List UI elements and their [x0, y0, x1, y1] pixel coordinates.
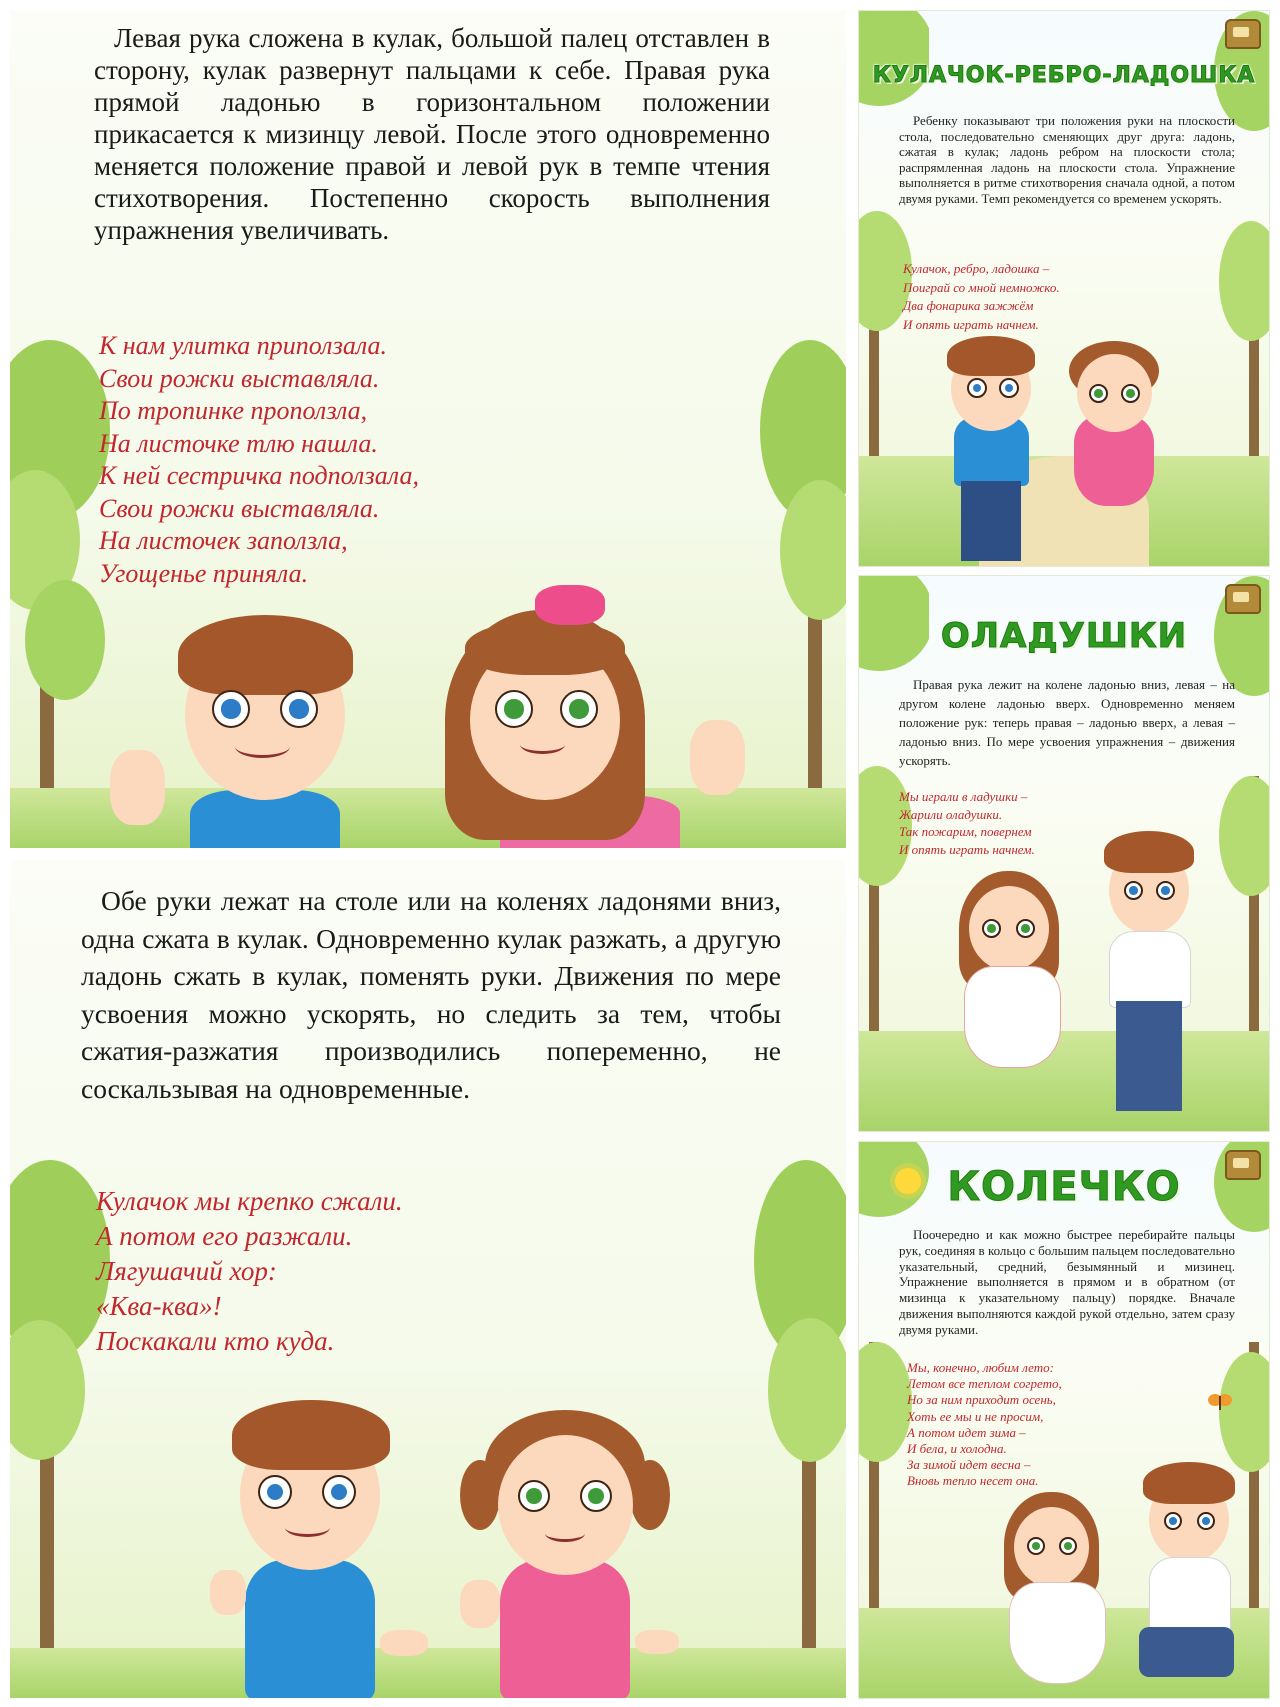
poem-line: К нам улитка приползала. — [99, 331, 388, 360]
card-poem — [907, 1360, 1062, 1490]
poem-line: На листочек заползла, — [99, 526, 348, 555]
boy-illustration — [100, 610, 400, 848]
poem-line: А потом его разжали. — [96, 1221, 353, 1251]
poem-line: Поскакали кто куда. — [96, 1326, 335, 1356]
poem-line: И бела, и холодна. — [907, 1441, 1007, 1457]
boy-illustration — [1094, 831, 1214, 1131]
girl-illustration — [460, 1380, 680, 1698]
poem-line: Летом все теплом согрето, — [907, 1376, 1062, 1392]
card-description: Поочередно и как можно быстрее перебирайте пальцы рук, соединяя в кольцо с большим пальцем последовательно указательный, средний, безымянный и мизинец. Упражнение выполняется в прямом и в обратном (от мизинца к указательному пальцу) порядке. Вначале движения выполняются каждой рукой отдельно, затем сразу двумя руками. — [899, 1227, 1235, 1337]
poem-line: По тропинке проползла, — [99, 396, 368, 425]
poem-line: Два фонарика зажжём — [903, 298, 1034, 313]
exercise-panel-snail — [10, 10, 846, 848]
poem — [99, 330, 419, 590]
poem-line: Кулачок, ребро, ладошка – — [903, 261, 1050, 276]
girl-illustration — [954, 871, 1074, 1131]
exercise-description: Левая рука сложена в кулак, большой палец отставлен в сторону, кулак развернут пальцами к себе. Правая рука прямой ладонью в горизонтальном положении прикасается к мизинцу левой. После этого одновременно меняется положение правой и левой рук в темпе чтения стихотворения. Постепенно скорость выполнения упражнения увеличивать. — [94, 23, 770, 245]
poem-line: На листочке тлю нашла. — [99, 428, 378, 458]
poem-line: И опять играть начнем. — [899, 841, 1035, 857]
butterfly-icon — [1207, 1392, 1233, 1414]
girl-illustration — [1059, 336, 1179, 566]
card-description: Правая рука лежит на колене ладонью вниз, левая – на другом колене ладонью вверх. Одновременно меняем положение рук: теперь правая – ладонью вверх, а левая – ладонью вниз. По мере усвоения упражнения – движения ускорять. — [899, 677, 1235, 768]
card-kolechko — [858, 1141, 1270, 1699]
boy-illustration — [1129, 1462, 1249, 1698]
poem-line: А потом идет зима – — [907, 1424, 1026, 1440]
card-title: КУЛАЧОК-РЕБРО-ЛАДОШКА — [872, 63, 1256, 88]
poem — [96, 1184, 403, 1359]
poem-line: Жарили оладушки. — [899, 806, 1003, 822]
poem-line: Лягушачий хор: — [96, 1256, 277, 1286]
poem-line: Мы, конечно, любим лето: — [907, 1360, 1054, 1375]
poem-line: Угощенье приняла. — [99, 558, 309, 588]
poem-line: За зимой идет весна – — [907, 1457, 1031, 1473]
boy-illustration — [939, 336, 1059, 566]
card-title: КОЛЕЧКО — [947, 1164, 1181, 1210]
poem-line: Мы играли в ладушки – — [899, 789, 1028, 804]
poem-line: Свои рожки выставляла. — [99, 363, 380, 393]
exercise-panel-fist — [10, 860, 846, 1698]
tree-illustration — [740, 1140, 846, 1698]
girl-illustration — [999, 1492, 1119, 1698]
card-description: Ребенку показывают три положения руки на плоскости стола, последовательно сменяющих друг друга: ладонь, сжатая в кулак; ладонь ребром на плоскости стола; распрямленная ладонь на плоскости стола. Упражнение выполняется в ритме стихотворения сначала одной, а потом двумя руками. Темп рекомендуется со временем ускорять. — [899, 113, 1235, 206]
card-poem — [899, 788, 1035, 858]
poem-line: Хоть ее мы и не просим, — [907, 1408, 1044, 1424]
card-title: ОЛАДУШКИ — [940, 616, 1188, 656]
poem-line: И опять играть начнем. — [903, 316, 1039, 332]
poem-line: «Ква-ква»! — [96, 1291, 222, 1321]
card-oladushki — [858, 575, 1270, 1132]
poem-line: Поиграй со мной немножко. — [903, 279, 1060, 295]
badge-icon — [1225, 19, 1261, 49]
poem-line: Так пожарим, повернем — [899, 824, 1032, 839]
poem-line: Вновь тепло несет она. — [907, 1473, 1039, 1489]
badge-icon — [1225, 584, 1261, 614]
girl-illustration — [440, 580, 770, 848]
boy-illustration — [210, 1390, 430, 1698]
poem-line: Кулачок мы крепко сжали. — [96, 1186, 403, 1216]
poem-line: К ней сестричка подползала, — [99, 461, 419, 490]
poem-line: Свои рожки выставляла. — [99, 493, 380, 523]
poem-line: Но за ним приходит осень, — [907, 1392, 1056, 1408]
exercise-description: Обе руки лежат на столе или на коленях ладонями вниз, одна сжата в кулак. Одновременно кулак разжать, а другую ладонь сжать в кулак, поменять руки. Движения по мере усвоения можно ускорять, но следить за тем, чтобы сжатия-разжатия производились попеременно, не соскальзывая на одновременные. — [81, 885, 781, 1104]
card-poem — [903, 260, 1060, 334]
card-kulachok — [858, 10, 1270, 567]
